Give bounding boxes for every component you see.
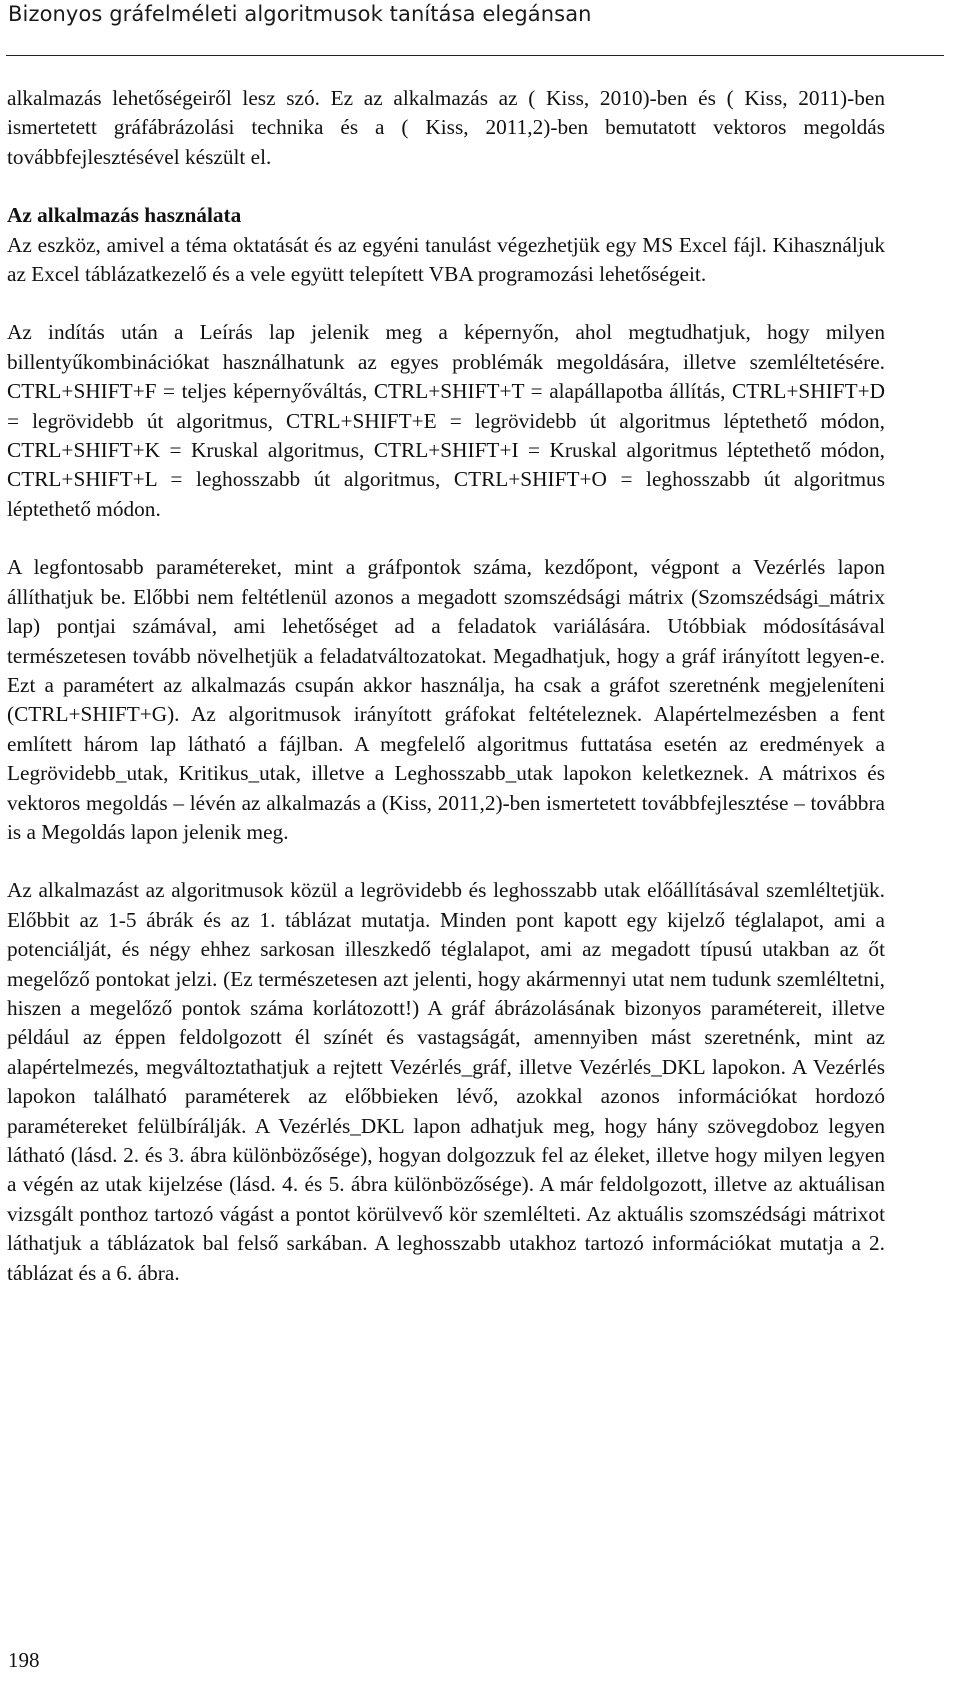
body-text	[7, 84, 885, 1288]
paragraph-4: Az alkalmazást az algoritmusok közül a legrövidebb és leghosszabb utak előállításával szemléltetjük. Előbbit az 1-5 ábrák és az 1. táblázat mutatja. Minden pont kapott egy kijelző téglalapot, ami a potenciálját, és négy ehhez sarkosan illeszkedő téglalapot, ami az megadott típusú utakban az őt megelőző pontokat jelzi. (Ez természetesen azt jelenti, hogy akármennyi utat nem tudunk szemléltetni, hiszen a megelőző pontok száma korlátozott!) A gráf ábrázolásának bizonyos paramétereit, illetve például az éppen feldolgozott él színét és vastagságát, amennyiben mást szeretnénk, mint az alapértelmezés, megváltoztathatjuk a rejtett Vezérlés_gráf, illetve Vezérlés_DKL lapokon. A Vezérlés lapokon található paraméterek az előbbieken lévő, azokkal azonos információkat hordozó paramétereket felülbírálják. A Vezérlés_DKL lapon adhatjuk meg, hogy hány szövegdoboz legyen látható (lásd. 2. és 3. ábra különbözősége), hogyan dolgozzuk fel az éleket, illetve hogy milyen legyen a végén az utak kijelzése (lásd. 4. és 5. ábra különbözősége). A már feldolgozott, illetve az aktuálisan vizsgált ponthoz tartozó vágást a pontot körülvevő kör szemlélteti. Az aktuális szomszédsági mátrixot láthatjuk a táblázatok bal felső sarkában. A leghosszabb utakhoz tartozó információkat mutatja a 2. táblázat és a 6. ábra.	[7, 878, 885, 1285]
header-divider	[6, 55, 944, 56]
page-number: 198	[8, 1648, 40, 1672]
paragraph-3: A legfontosabb paramétereket, mint a gráfpontok száma, kezdőpont, végpont a Vezérlés lapon állíthatjuk be. Előbbi nem feltétlenül azonos a megadott szomszédsági mátrix (Szomszédsági_mátrix lap) pontjai számával, ami lehetőséget ad a feladatok variálására. Utóbbiak módosításával természetesen tovább növelhetjük a feladatváltozatokat. Megadhatjuk, hogy a gráf irányított legyen-e. Ezt a paramétert az alkalmazás csupán akkor használja, ha csak a gráfot szeretnénk megjeleníteni (CTRL+SHIFT+G). Az algoritmusok irányított gráfokat feltételeznek. Alapértelmezésben a fent említett három lap látható a fájlban. A megfelelő algoritmus futtatása esetén az eredmények a Legrövidebb_utak, Kritikus_utak, illetve a Leghosszabb_utak lapokon keletkeznek. A mátrixos és vektoros megoldás – lévén az alkalmazás a (Kiss, 2011,2)-ben ismertetett továbbfejlesztése – továbbra is a Megoldás lapon jelenik meg.	[7, 555, 885, 844]
paragraph-2: Az indítás után a Leírás lap jelenik meg a képernyőn, ahol megtudhatjuk, hogy milyen billentyűkombinációkat használhatunk az egyes problémák megoldására, illetve szemléltetésére. CTRL+SHIFT+F = teljes képernyőváltás, CTRL+SHIFT+T = alapállapotba állítás, CTRL+SHIFT+D = legrövidebb út algoritmus, CTRL+SHIFT+E = legrövidebb út algoritmus léptethető módon, CTRL+SHIFT+K = Kruskal algoritmus, CTRL+SHIFT+I = Kruskal algoritmus léptethető módon, CTRL+SHIFT+L = leghosszabb út algoritmus, CTRL+SHIFT+O = leghosszabb út algoritmus léptethető módon.	[7, 320, 885, 521]
intro-paragraph: alkalmazás lehetőségeiről lesz szó. Ez az alkalmazás az ( Kiss, 2010)-ben és ( Kiss, 2011)-ben ismertetett gráfábrázolási technika és a ( Kiss, 2011,2)-ben bemutatott vektoros megoldás továbbfejlesztésével készült el.	[7, 86, 885, 169]
paragraph-1: Az eszköz, amivel a téma oktatását és az egyéni tanulást végezhetjük egy MS Excel fájl. Kihasználjuk az Excel táblázatkezelő és a vele együtt telepített VBA programozási lehetőségeit.	[7, 232, 885, 287]
running-header: Bizonyos gráfelméleti algoritmusok tanítása elegánsan	[8, 2, 592, 26]
section-heading: Az alkalmazás használata	[7, 203, 242, 228]
